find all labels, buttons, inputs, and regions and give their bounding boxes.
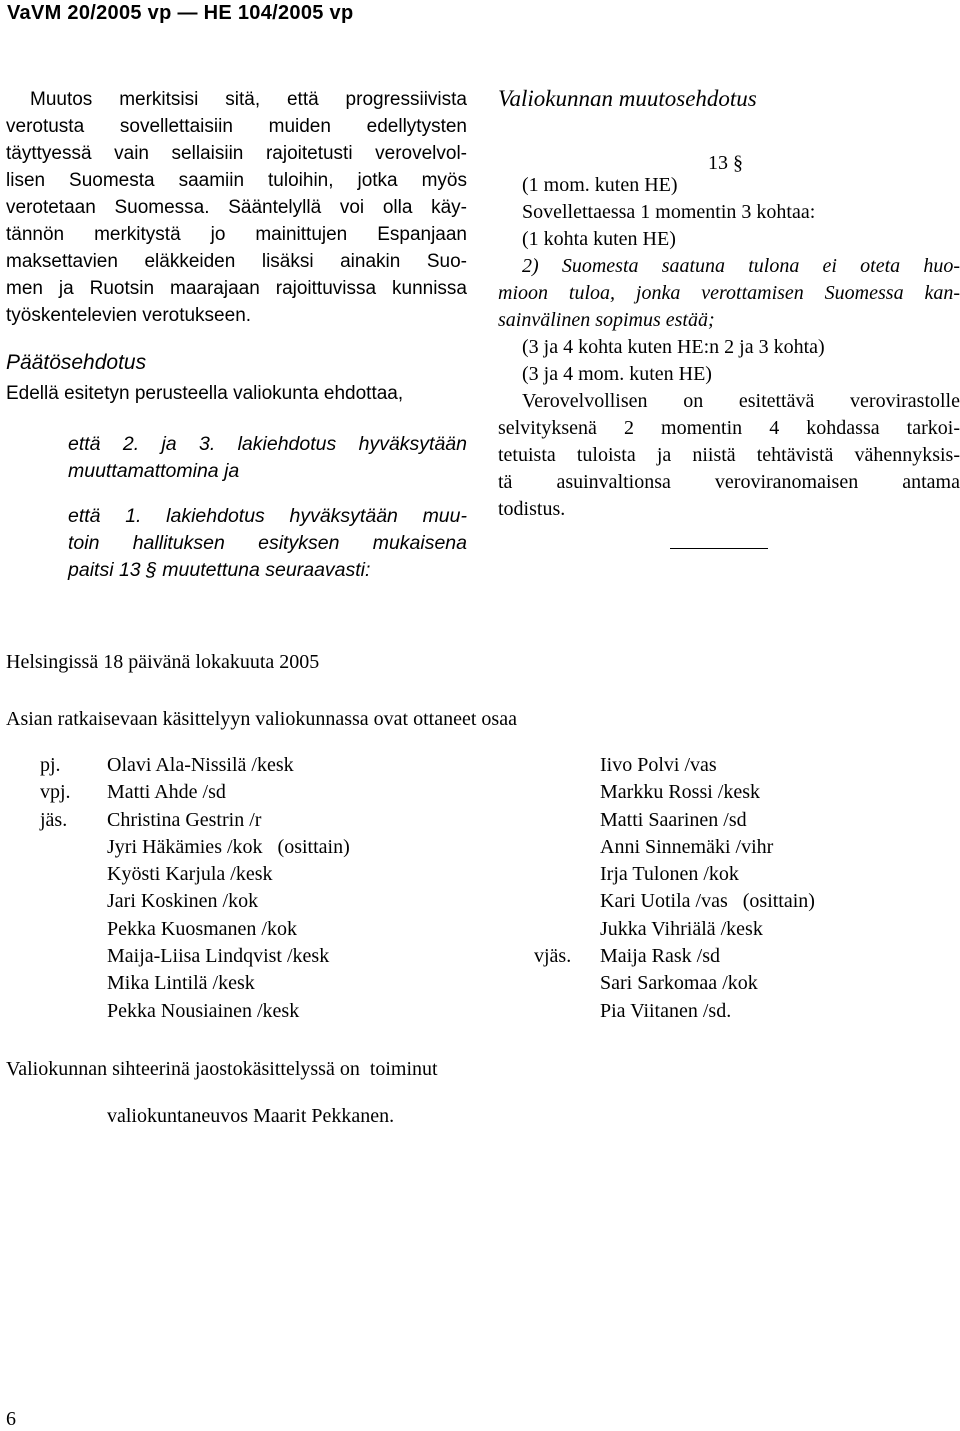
member-row bbox=[0, 752, 480, 779]
kohta-2-line: mioon tuloa, jonka verottamisen Suomessa kan- bbox=[498, 282, 960, 304]
document-header: VaVM 20/2005 vp — HE 104/2005 vp bbox=[7, 2, 354, 24]
amend-line: todistus. bbox=[498, 498, 566, 520]
para-line: verotetaan Suomessa. Sääntelyllä voi olla käy- bbox=[6, 197, 467, 218]
member-name: Anni Sinnemäki /vihr bbox=[600, 835, 774, 858]
member-row bbox=[480, 943, 960, 970]
member-row bbox=[480, 888, 960, 915]
member-row bbox=[0, 998, 480, 1025]
proposal-line: paitsi 13 § muutettuna seuraavasti: bbox=[68, 559, 371, 581]
secretary-name: valiokuntaneuvos Maarit Pekkanen. bbox=[107, 1105, 395, 1127]
proposal-line: muuttamattomina ja bbox=[68, 460, 240, 482]
member-name: Pekka Kuosmanen /kok bbox=[107, 917, 297, 940]
member-role: pj. bbox=[40, 754, 61, 776]
member-row bbox=[480, 752, 960, 779]
member-row bbox=[0, 916, 480, 943]
section-number: 13 § bbox=[708, 152, 743, 174]
member-row bbox=[0, 861, 480, 888]
member-name: Irja Tulonen /kok bbox=[600, 863, 739, 886]
member-row bbox=[0, 834, 480, 861]
place-date: Helsingissä 18 päivänä lokakuuta 2005 bbox=[6, 651, 320, 673]
proposal-line: toin hallituksen esityksen mukaisena bbox=[68, 532, 467, 554]
moment-1-note: (1 mom. kuten HE) bbox=[522, 174, 678, 196]
member-row bbox=[0, 807, 480, 834]
member-role: vpj. bbox=[40, 781, 71, 804]
right-column bbox=[498, 86, 960, 523]
proposal-line: että 2. ja 3. lakiehdotus hyväksytään bbox=[68, 433, 467, 455]
amendment-paragraph bbox=[498, 388, 960, 523]
para-line: verotusta sovellettaisiin muiden edellytysten bbox=[6, 116, 467, 137]
amendment-heading: Valiokunnan muutosehdotus bbox=[498, 86, 757, 111]
member-name: Pia Viitanen /sd. bbox=[600, 999, 732, 1022]
members-left bbox=[0, 752, 480, 1025]
member-row bbox=[480, 998, 960, 1025]
proposal-line: että 1. lakiehdotus hyväksytään muu- bbox=[68, 505, 467, 527]
kohta-2 bbox=[498, 253, 960, 334]
member-row bbox=[0, 943, 480, 970]
amend-line: tä asuinvaltionsa veroviranomaisen antama bbox=[498, 471, 960, 493]
member-name: Maija-Liisa Lindqvist /kesk bbox=[107, 945, 330, 968]
member-name: Jari Koskinen /kok bbox=[107, 890, 259, 913]
member-row bbox=[480, 861, 960, 888]
section-end-rule bbox=[670, 548, 768, 549]
para-line: tännön merkitystä jo mainittujen Espanjaan bbox=[6, 224, 467, 245]
member-row bbox=[480, 807, 960, 834]
left-column bbox=[6, 86, 467, 584]
participants-intro: Asian ratkaisevaan käsittelyyn valiokunnassa ovat ottaneet osaa bbox=[6, 708, 517, 730]
kohta-3-4-note: (3 ja 4 kohta kuten HE:n 2 ja 3 kohta) bbox=[522, 336, 825, 358]
member-name: Olavi Ala-Nissilä /kesk bbox=[107, 754, 294, 776]
member-row bbox=[480, 834, 960, 861]
page-number: 6 bbox=[6, 1408, 16, 1430]
member-row bbox=[0, 970, 480, 997]
member-name: Jyri Häkämies /kok (osittain) bbox=[107, 835, 350, 858]
amend-line: Verovelvollisen on esitettävä verovirastolle bbox=[522, 390, 960, 412]
member-name: Kyösti Karjula /kesk bbox=[107, 863, 273, 886]
member-name: Matti Ahde /sd bbox=[107, 781, 226, 804]
member-name: Pekka Nousiainen /kesk bbox=[107, 999, 300, 1022]
members-right bbox=[480, 752, 960, 1025]
para-line: maksettavien eläkkeiden lisäksi ainakin Suo- bbox=[6, 251, 467, 272]
member-name: Mika Lintilä /kesk bbox=[107, 972, 255, 995]
member-name: Sari Sarkomaa /kok bbox=[600, 972, 758, 995]
member-name: Markku Rossi /kesk bbox=[600, 781, 760, 804]
member-row bbox=[0, 779, 480, 806]
intro-line: Sovellettaessa 1 momentin 3 kohtaa: bbox=[522, 201, 816, 223]
proposal-1 bbox=[6, 431, 467, 485]
member-row bbox=[480, 779, 960, 806]
member-role: jäs. bbox=[40, 808, 68, 831]
member-row bbox=[480, 916, 960, 943]
kohta-2-line: 2) Suomesta saatuna tulona ei oteta huo- bbox=[522, 255, 960, 277]
decision-heading: Päätösehdotus bbox=[6, 351, 147, 374]
moment-3-4-note: (3 ja 4 mom. kuten HE) bbox=[522, 363, 712, 385]
member-name: Matti Saarinen /sd bbox=[600, 808, 747, 831]
member-row bbox=[0, 888, 480, 915]
secretary-line: Valiokunnan sihteerinä jaostokäsittelyssä on toiminut bbox=[6, 1058, 438, 1080]
member-name: Kari Uotila /vas (osittain) bbox=[600, 890, 815, 913]
para-line: lisen Suomesta saamiin tuloihin, jotka myös bbox=[6, 170, 467, 191]
para-line: työskentelevien verotukseen. bbox=[6, 305, 252, 326]
decision-intro: Edellä esitetyn perusteella valiokunta ehdottaa, bbox=[6, 383, 404, 404]
member-row bbox=[480, 970, 960, 997]
member-name: Iivo Polvi /vas bbox=[600, 754, 717, 776]
proposal-2 bbox=[6, 503, 467, 584]
member-name: Maija Rask /sd bbox=[600, 945, 720, 968]
para-line: men ja Ruotsin maarajaan rajoittuvissa kunnissa bbox=[6, 278, 467, 299]
intro-paragraph bbox=[6, 86, 467, 329]
member-name: Jukka Vihriälä /kesk bbox=[600, 917, 763, 940]
para-line: Muutos merkitsisi sitä, että progressiivista bbox=[30, 89, 467, 110]
para-line: täyttyessä vain sellaisiin rajoitetusti verovelvol- bbox=[6, 143, 467, 164]
amend-line: tetuista tuloista ja niistä tehtävistä vähennyksis- bbox=[498, 444, 960, 466]
kohta-1-note: (1 kohta kuten HE) bbox=[522, 228, 676, 250]
member-role: vjäs. bbox=[534, 945, 572, 968]
amend-line: selvityksenä 2 momentin 4 kohdassa tarkoi- bbox=[498, 417, 960, 439]
kohta-2-line: sainvälinen sopimus estää; bbox=[498, 309, 715, 331]
member-name: Christina Gestrin /r bbox=[107, 808, 262, 831]
